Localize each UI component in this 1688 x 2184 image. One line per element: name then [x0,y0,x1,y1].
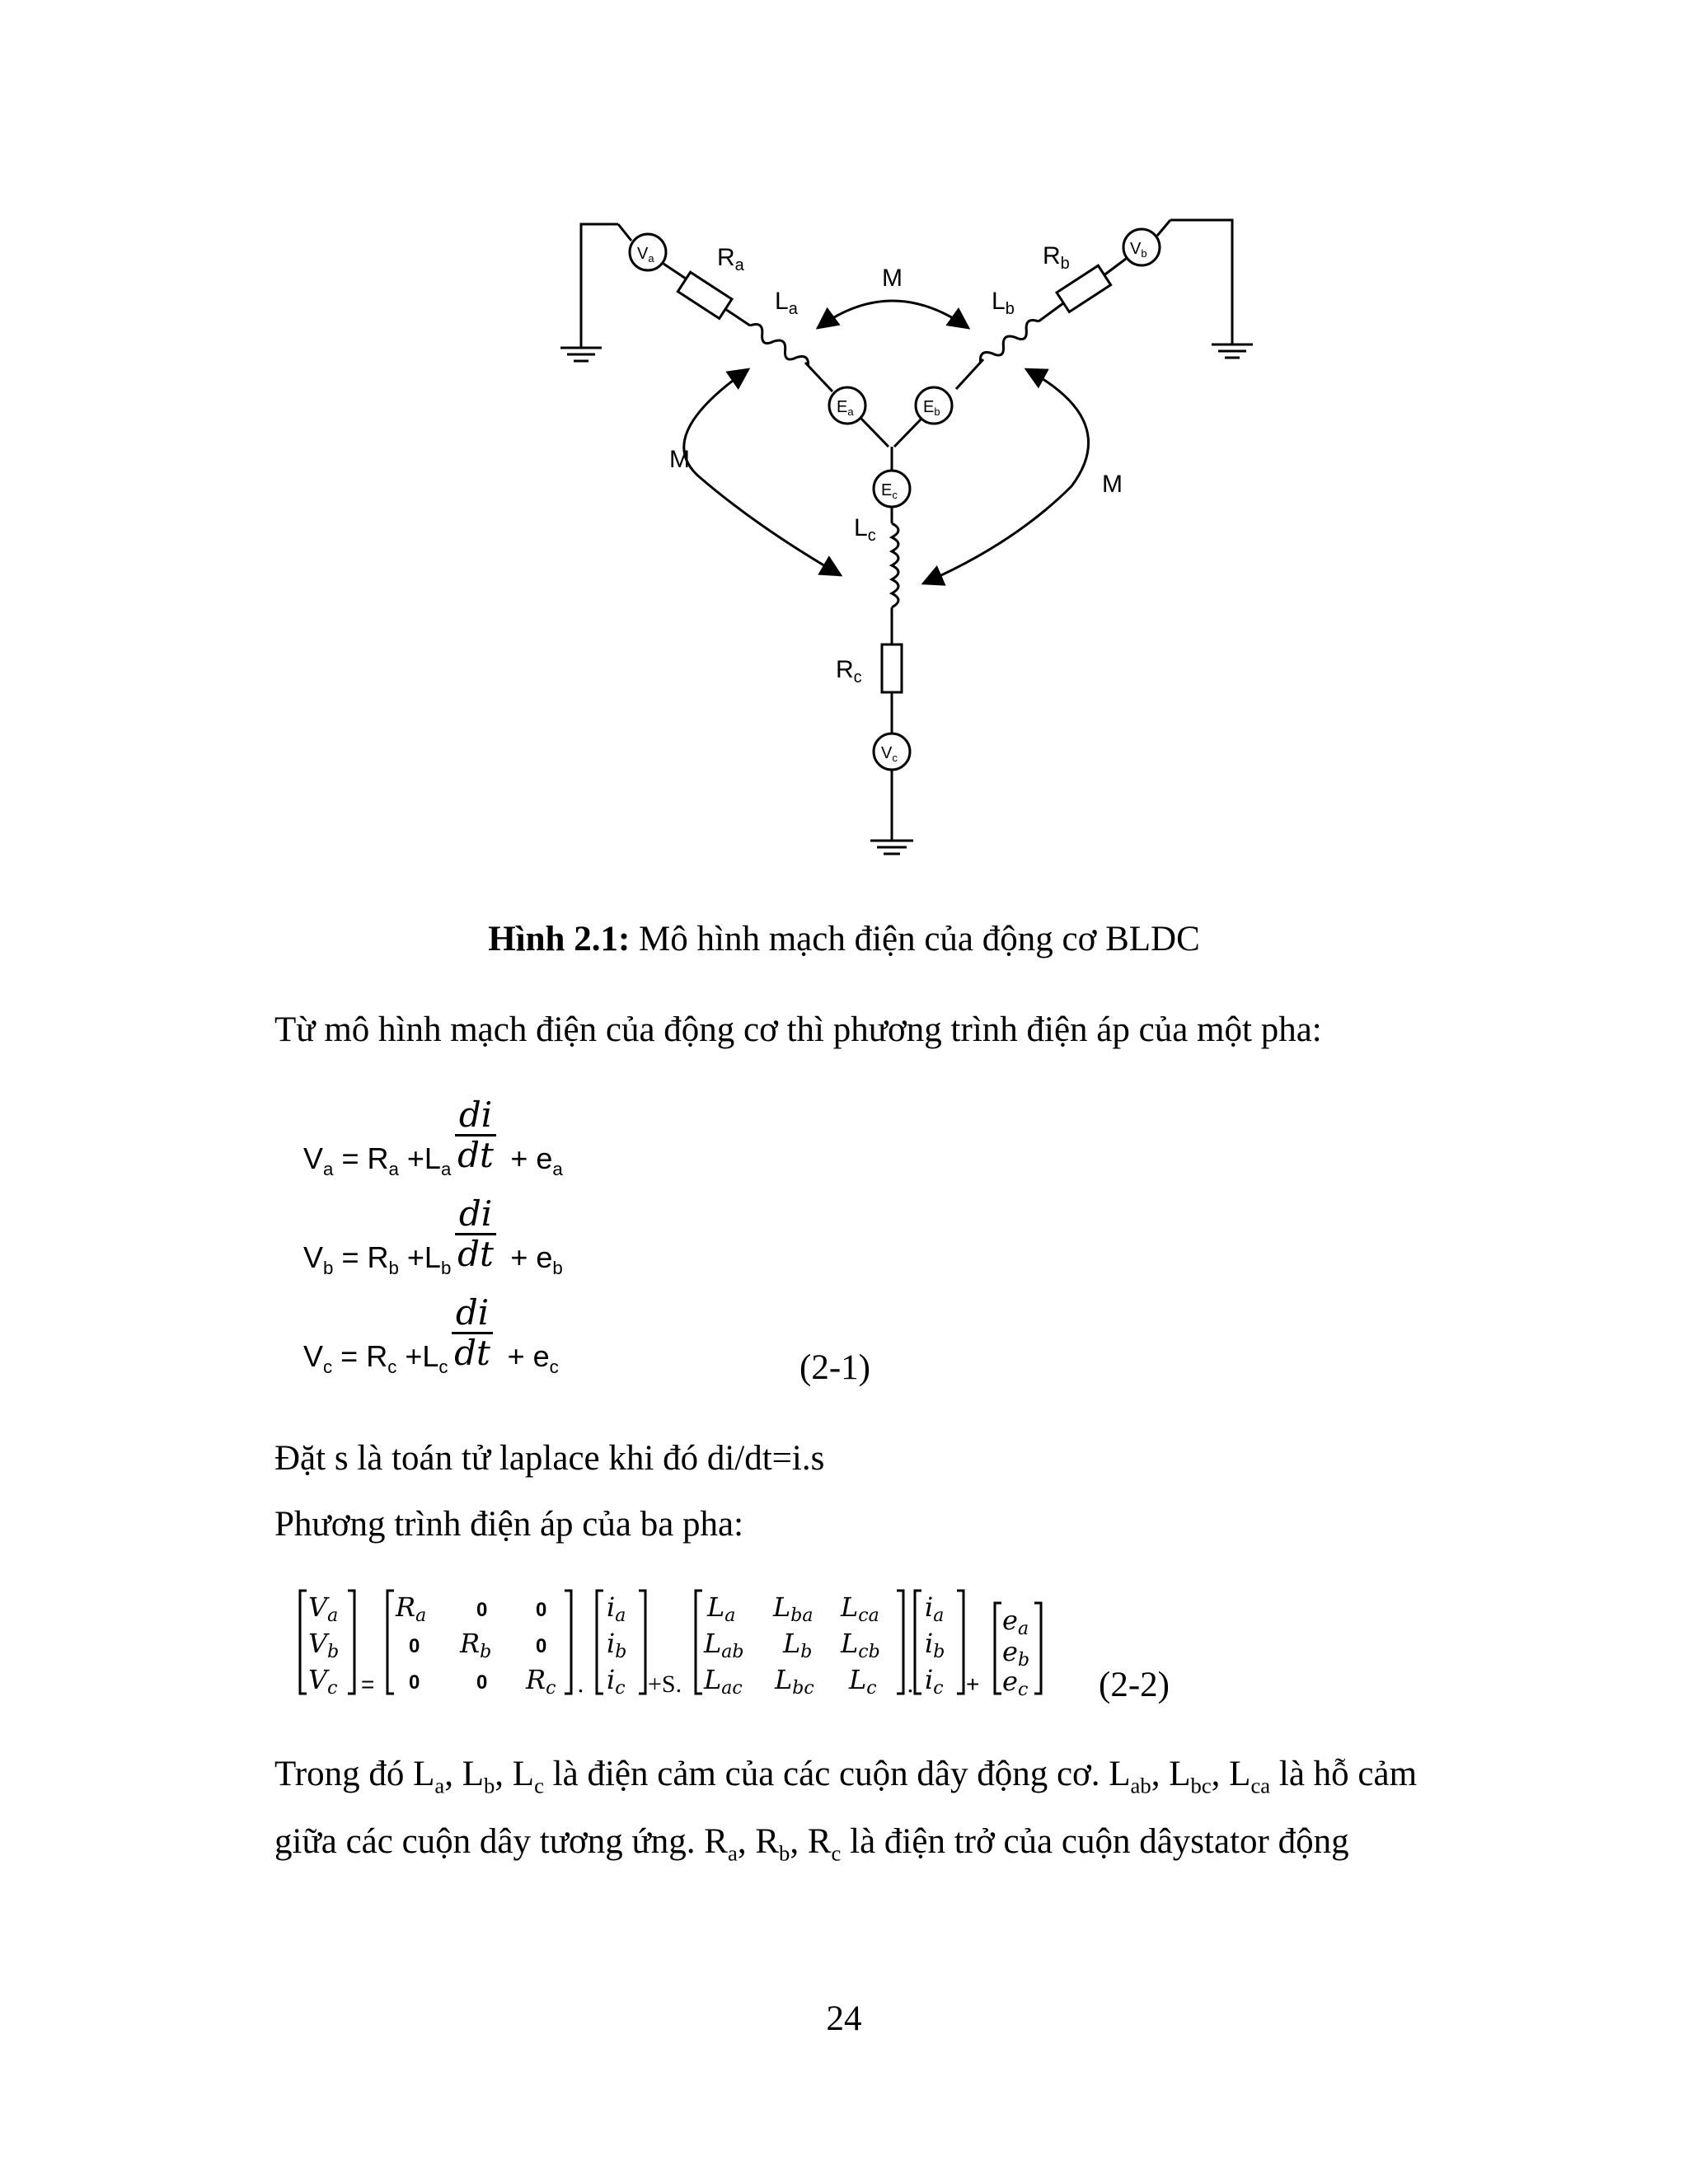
svg-text:Ra: $R_a$ [717,244,744,274]
equation-a: $V_a = R_a +L_a + e_a$ [303,1141,563,1180]
inductor-lb-icon [978,316,1042,367]
svg-text:Lcb: Lcb [841,1628,880,1662]
svg-text:Lac: Lac [704,1664,743,1699]
svg-text:0: 0 [409,1671,420,1694]
svg-text:Va: Va [308,1591,339,1626]
bracket [300,1591,307,1694]
definition-line-2: giữa các cuộn dây tương ứng. $R_a$, $R_b$, $R_c$ là điện trở của cuộn dâystator động [274,1822,1349,1866]
svg-text:Eb: $E_b$ [923,398,940,418]
svg-text:Lc: $L_c$ [854,514,876,545]
svg-text:+S.: +S. [648,1671,682,1698]
svg-text:La: La [707,1591,736,1626]
svg-text:Vc: Vc [308,1664,338,1699]
svg-text:ea: ea [1002,1605,1029,1639]
fraction-c: $\frac{di}{dt}$ [452,1294,493,1372]
equation-b: $V_b = R_b +L_b + e_b$ [303,1240,563,1279]
three-phase-line: Phương trình điện áp của ba pha: [274,1505,744,1544]
inductor-lc-icon [892,523,898,607]
svg-text:0: 0 [536,1635,547,1657]
definition-line-1: Trong đó $L_a$, $L_b$, $L_c$ là điện cảm của các cuộn dây động cơ. $L_{ab}$, $L_{bc}$, $L_{ca}$ là hỗ cảm [274,1755,1418,1798]
svg-text:Vc: $V_c$ [881,744,898,764]
svg-text:=: = [361,1671,375,1697]
caption-text: Mô hình mạch điện của động cơ BLDC [630,920,1200,958]
svg-text:M: M [669,446,690,473]
svg-text:ic: ic [925,1664,944,1699]
svg-text:Ra: Ra [396,1591,427,1626]
caption-label: Hình 2.1: [488,920,631,958]
svg-text:Lca: Lca [841,1591,879,1626]
svg-text:Vb: Vb [308,1628,340,1662]
svg-text:Ec: $E_c$ [881,481,898,501]
svg-text:Lba: Lba [773,1591,814,1626]
svg-text:+: + [966,1671,980,1697]
svg-text:0: 0 [476,1671,488,1694]
bldc-circuit-diagram [528,206,1286,865]
svg-text:Rb: $R_b$ [1043,242,1070,273]
mutual-arrow-ab [818,301,968,328]
wire-b-ground [1170,220,1232,330]
mutual-arrow-ac [684,369,841,575]
wire-a-ground [581,224,618,334]
fraction-b: $\frac{di}{dt}$ [455,1195,496,1273]
fraction-a: $\frac{di}{dt}$ [455,1096,496,1174]
svg-text:M: M [1102,471,1123,498]
equation-c: $V_c = R_c +L_c + e_c$ [303,1339,559,1378]
svg-text:ia: ia [925,1591,945,1626]
svg-text:ib: ib [607,1628,627,1662]
equation-number-1: (2-1) [799,1348,870,1387]
equation-number-2: (2-2) [1099,1666,1170,1704]
svg-text:Rc: Rc [526,1664,556,1699]
svg-text:0: 0 [476,1599,488,1621]
svg-text:La: $L_a$ [775,288,798,318]
svg-text:Ea: $E_a$ [837,398,854,418]
svg-text:ec: ec [1002,1666,1029,1700]
svg-text:.: . [907,1671,914,1698]
intro-paragraph: Từ mô hình mạch điện của động cơ thì phương trình điện áp của một pha: [274,1010,1322,1049]
svg-text:0: 0 [536,1599,547,1621]
svg-text:ia: ia [607,1591,626,1626]
svg-text:ic: ic [607,1664,626,1699]
page-number: 24 [826,1999,862,2038]
svg-text:Vb: $V_b$ [1130,240,1147,260]
svg-text:Lc: Lc [849,1664,877,1699]
resistor-ra-icon [678,272,732,318]
svg-text:Rc: $R_c$ [836,656,862,687]
svg-text:Lb: Lb [783,1628,813,1662]
svg-text:Lbc: Lbc [775,1664,814,1699]
svg-text:Lb: $L_b$ [992,288,1015,318]
svg-text:Va: $V_a$ [637,245,654,265]
inductor-la-icon [747,321,811,371]
resistor-rc-icon [882,644,902,692]
svg-text:M: M [882,265,903,292]
figure-caption [0,919,1688,959]
matrix-equation [297,1586,1104,1702]
svg-text:eb: eb [1002,1636,1030,1671]
svg-text:ib: ib [925,1628,945,1662]
laplace-line: Đặt s là toán tử laplace khi đó di/dt=i.s [274,1439,825,1478]
svg-text:0: 0 [409,1635,420,1657]
svg-text:.: . [577,1671,584,1698]
svg-text:Rb: Rb [460,1628,492,1662]
svg-text:Lab: Lab [704,1628,744,1662]
